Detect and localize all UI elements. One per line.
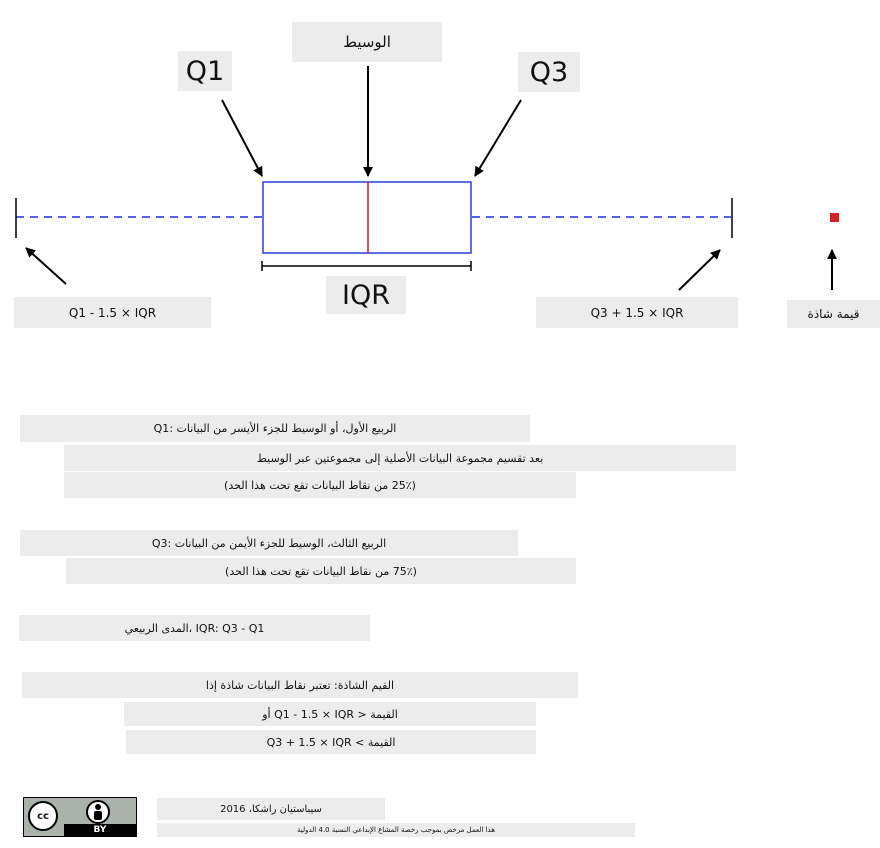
cc-icon: cc (28, 801, 58, 831)
upper-fence-label: Q3 + 1.5 × IQR (536, 297, 738, 328)
q1-label: Q1 (178, 51, 232, 91)
by-label: BY (64, 824, 136, 836)
q3-definition-line2: (75٪ من نقاط البيانات تقع تحت هذا الحد) (66, 558, 576, 584)
author-credit: سيباستيان راشكا، 2016 (157, 798, 385, 820)
median-label: الوسيط (292, 22, 442, 62)
iqr-box (263, 182, 471, 253)
iqr-label: IQR (326, 276, 406, 314)
lower-fence-label: Q1 - 1.5 × IQR (14, 297, 211, 328)
outlier-point (830, 213, 839, 222)
q1-definition-line2: بعد تقسيم مجموعة البيانات الأصلية إلى مجموعتين عبر الوسيط (64, 445, 736, 471)
q1-arrow (222, 100, 262, 176)
outlier-condition-upper: القيمة > Q3 + 1.5 × IQR (126, 730, 536, 754)
cc-by-license-badge[interactable] (23, 797, 137, 837)
license-text[interactable]: هذا العمل مرخص بموجب رخصة المشاع الإبداعي النسبة 4.0 الدولية (157, 823, 635, 837)
q3-arrow (475, 100, 521, 176)
by-person-icon (86, 800, 110, 824)
upper-fence-arrow (679, 250, 720, 290)
q3-definition: الربيع الثالث، الوسيط للجزء الأيمن من البيانات :Q3 (20, 530, 518, 556)
lower-fence-arrow (26, 248, 66, 284)
outlier-label: قيمة شاذة (787, 300, 880, 328)
iqr-definition: IQR: Q3 - Q1 ،المدى الربيعي (19, 615, 370, 641)
q1-definition: الربيع الأول، أو الوسيط للجزء الأيسر من البيانات :Q1 (20, 415, 530, 442)
q3-label: Q3 (518, 52, 580, 92)
outlier-definition: القيم الشاذة: تعتبر نقاط البيانات شاذة إذا (22, 672, 578, 698)
outlier-condition-lower: القيمة < Q1 - 1.5 × IQR أو (124, 702, 536, 726)
q1-definition-line3: (25٪ من نقاط البيانات تقع تحت هذا الحد) (64, 472, 576, 498)
